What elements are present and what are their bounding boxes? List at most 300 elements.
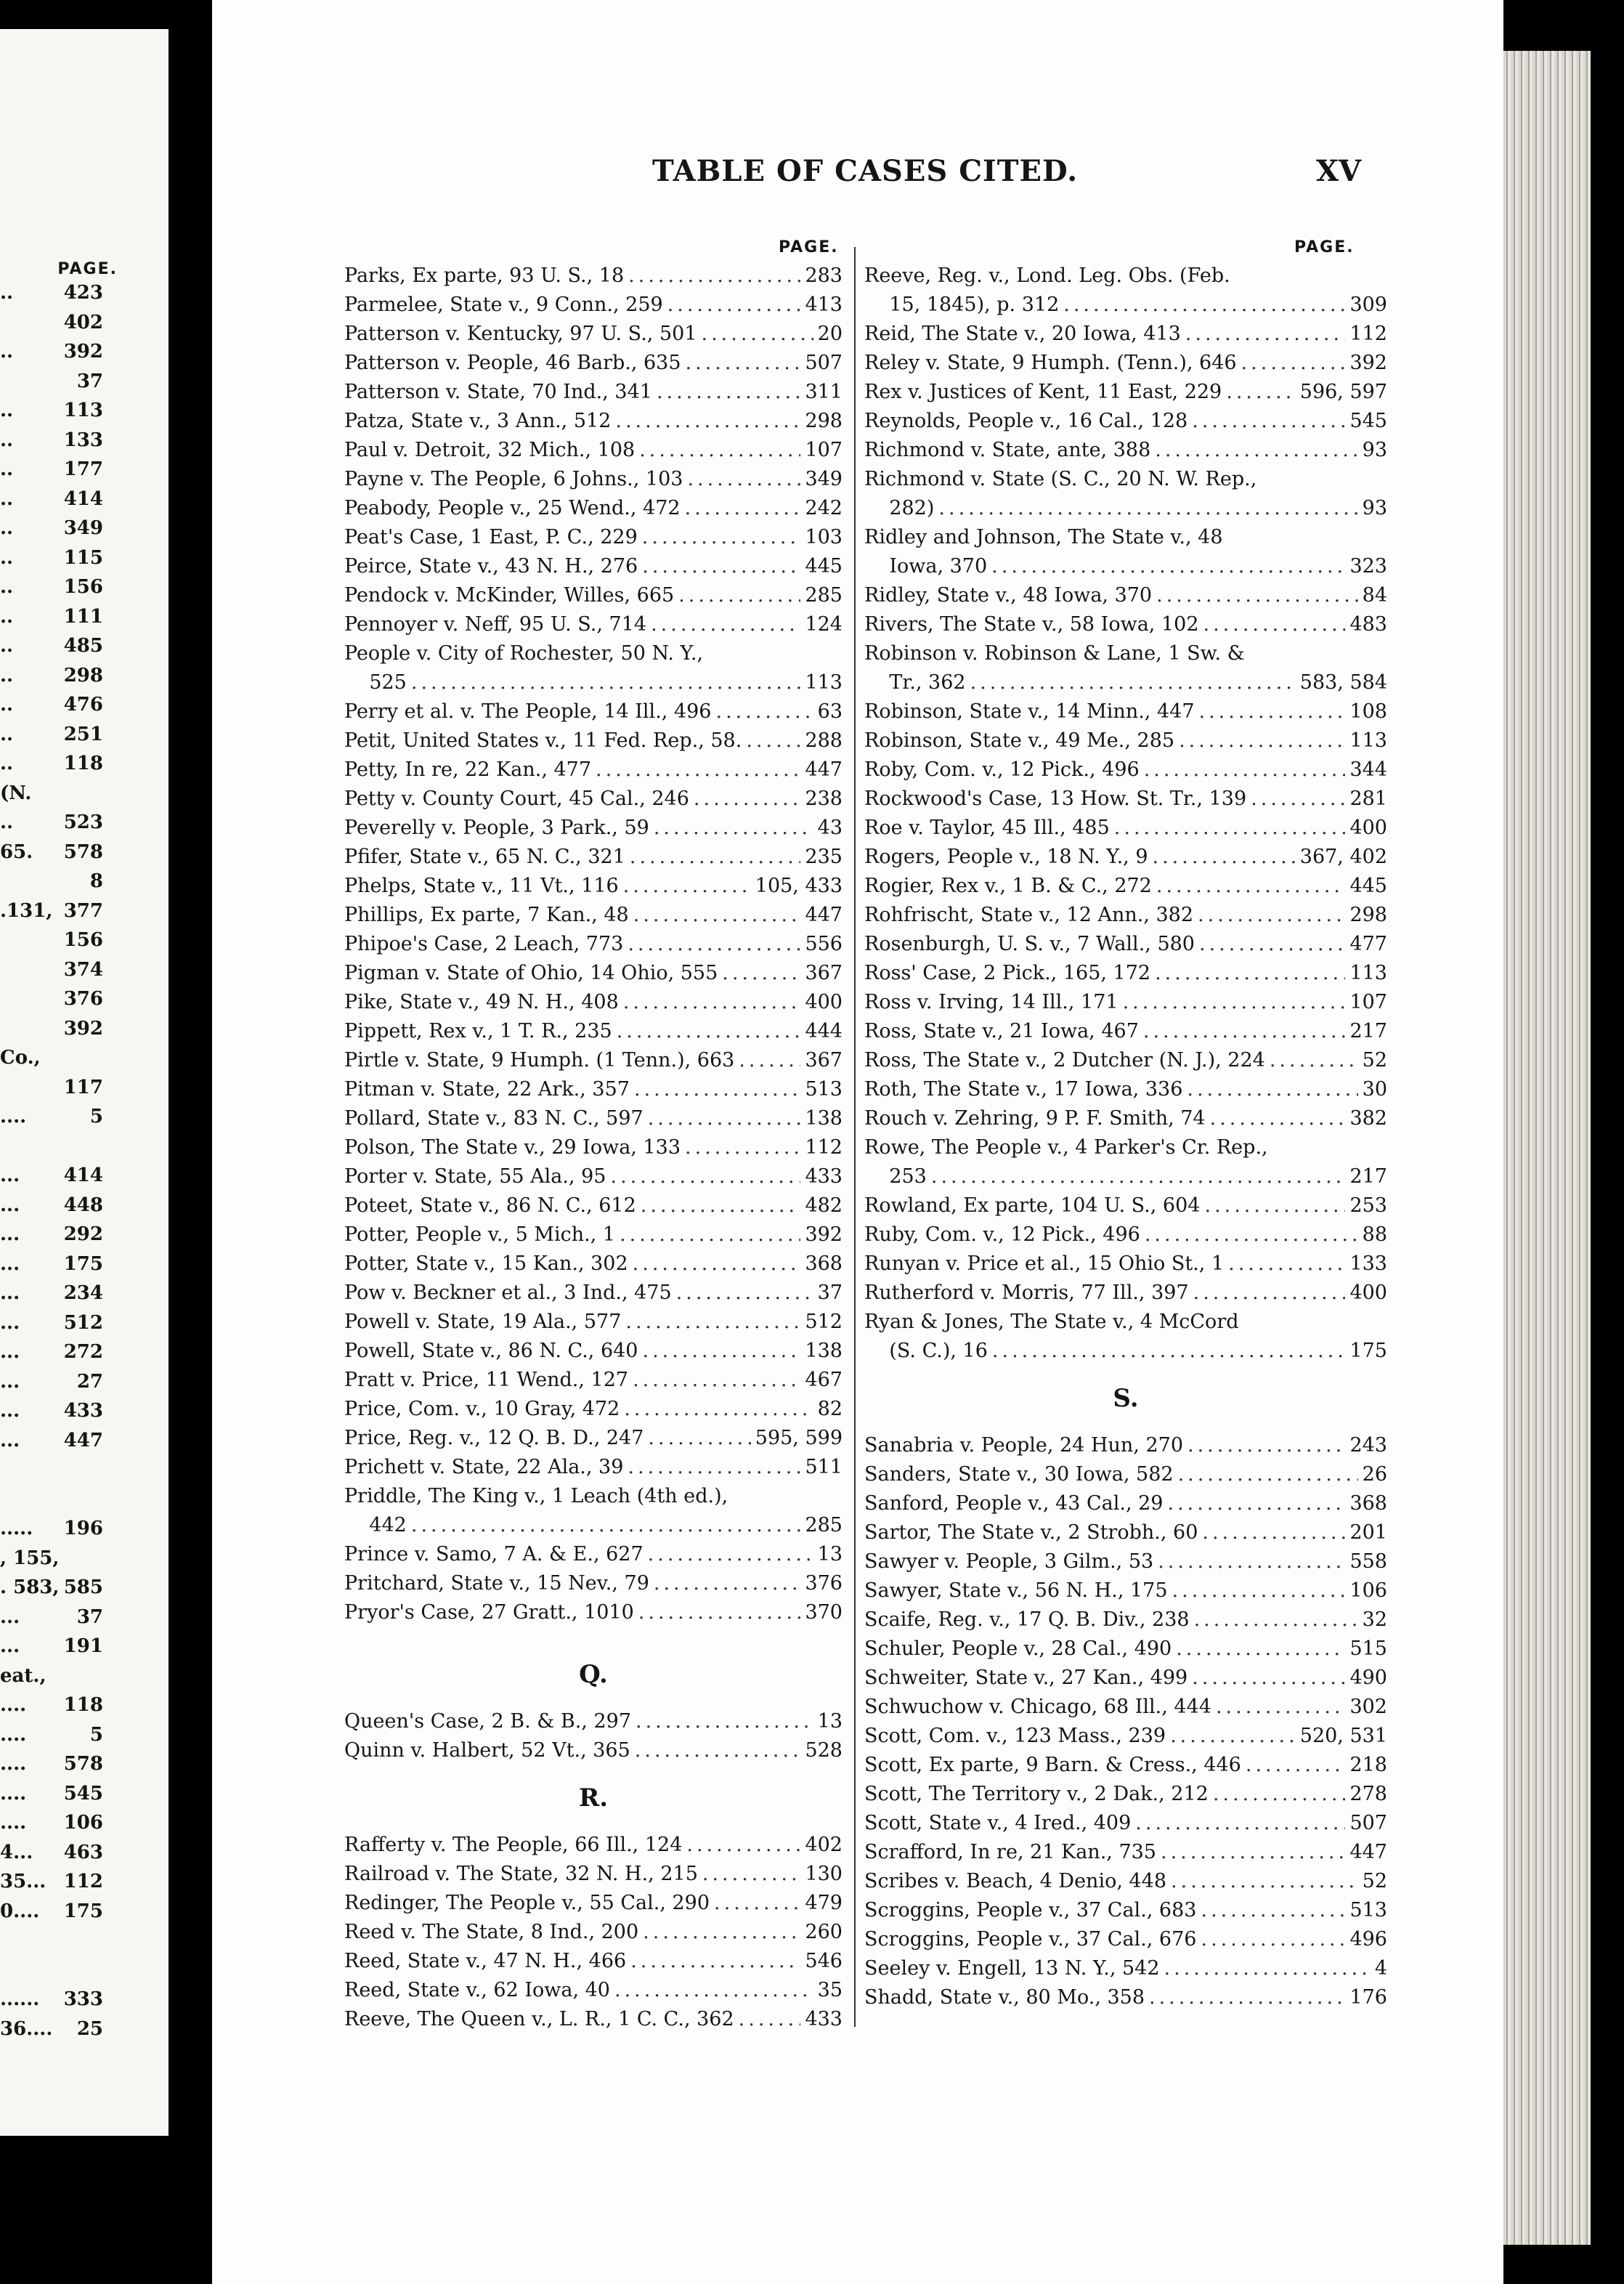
left-page-ref: 175 bbox=[63, 1252, 103, 1275]
left-page-fragment-text: .. bbox=[0, 546, 14, 569]
leader-dots bbox=[992, 1337, 1346, 1366]
page-ref: 483 bbox=[1349, 613, 1387, 636]
case-name: Pike, State v., 49 N. H., 408 bbox=[344, 991, 619, 1013]
left-page-ref: 37 bbox=[76, 1605, 103, 1628]
leader-dots bbox=[1170, 1722, 1296, 1751]
page-ref: 392 bbox=[805, 1223, 843, 1246]
page-ref: 93 bbox=[1362, 497, 1387, 519]
left-page-fragment-text: .131, bbox=[0, 899, 53, 922]
left-page-line bbox=[0, 900, 161, 929]
left-page-fragment-text: (N. bbox=[0, 782, 32, 804]
case-name: Rohfrischt, State v., 12 Ann., 382 bbox=[864, 904, 1194, 926]
page-ref: 596, 597 bbox=[1299, 381, 1387, 403]
leader-dots bbox=[643, 1918, 800, 1947]
case-name: Petty v. County Court, 45 Cal., 246 bbox=[344, 787, 689, 810]
case-name: Reeve, The Queen v., L. R., 1 C. C., 362 bbox=[344, 2008, 734, 2030]
case-entry bbox=[344, 407, 843, 436]
case-entry bbox=[344, 1424, 843, 1453]
case-name: 282) bbox=[864, 497, 935, 519]
page-ref: 520, 531 bbox=[1299, 1725, 1387, 1747]
page-ref: 105, 433 bbox=[755, 875, 843, 897]
case-name: Rosenburgh, U. S. v., 7 Wall., 580 bbox=[864, 933, 1195, 955]
page-ref: 309 bbox=[1349, 293, 1387, 316]
case-entry bbox=[344, 291, 843, 320]
leader-dots bbox=[639, 436, 800, 465]
left-page-line bbox=[0, 1635, 161, 1664]
left-page-ref: 111 bbox=[63, 605, 103, 628]
leader-dots bbox=[1216, 1693, 1346, 1722]
left-page-line bbox=[0, 1753, 161, 1782]
case-name: Sanders, State v., 30 Iowa, 582 bbox=[864, 1463, 1174, 1486]
case-name: Peabody, People v., 25 Wend., 472 bbox=[344, 497, 681, 519]
leader-dots bbox=[1187, 1431, 1345, 1460]
page-ref: 545 bbox=[1349, 410, 1387, 432]
left-page-line bbox=[0, 1812, 161, 1841]
case-name: Pfifer, State v., 65 N. C., 321 bbox=[344, 846, 625, 868]
leader-dots bbox=[1168, 1489, 1346, 1518]
page-ref: 445 bbox=[805, 555, 843, 578]
leader-dots bbox=[715, 697, 813, 726]
left-page-fragment-text: 36.... bbox=[0, 2017, 53, 2040]
page-ref: 513 bbox=[1349, 1899, 1387, 1921]
left-page-fragment-text: .. bbox=[0, 341, 14, 363]
left-page-ref: 106 bbox=[63, 1812, 103, 1834]
leader-dots bbox=[678, 581, 800, 610]
case-entry bbox=[864, 1308, 1387, 1337]
case-name: Roth, The State v., 17 Iowa, 336 bbox=[864, 1078, 1183, 1101]
page-ref: 447 bbox=[1349, 1841, 1387, 1863]
page-ref: 103 bbox=[805, 526, 843, 548]
case-entry bbox=[344, 1279, 843, 1308]
case-name: Pow v. Beckner et al., 3 Ind., 475 bbox=[344, 1281, 672, 1304]
leader-dots bbox=[1114, 814, 1346, 843]
case-name: Pritchard, State v., 15 Nev., 79 bbox=[344, 1572, 649, 1595]
left-page-line bbox=[0, 988, 161, 1017]
leader-dots bbox=[1171, 1867, 1358, 1896]
case-entry bbox=[864, 262, 1387, 291]
case-entry bbox=[864, 1576, 1387, 1605]
left-page-line bbox=[0, 606, 161, 635]
case-entry bbox=[344, 2005, 843, 2034]
left-page-fragment-text: .... bbox=[0, 1812, 27, 1834]
page-ref: 13 bbox=[817, 1710, 843, 1733]
leader-dots bbox=[931, 1162, 1346, 1191]
page-edges bbox=[1503, 51, 1591, 2245]
case-name: Rockwood's Case, 13 How. St. Tr., 139 bbox=[864, 787, 1247, 810]
case-name: Tr., 362 bbox=[864, 671, 966, 694]
leader-dots bbox=[1194, 1605, 1358, 1635]
leader-dots bbox=[722, 959, 800, 988]
case-name: Rowland, Ex parte, 104 U. S., 604 bbox=[864, 1194, 1201, 1217]
leader-dots bbox=[624, 1395, 813, 1424]
leader-dots bbox=[686, 349, 801, 378]
leader-dots bbox=[1187, 1075, 1357, 1104]
left-page-ref: 27 bbox=[76, 1370, 103, 1393]
left-page-line bbox=[0, 1400, 161, 1429]
case-name: Powell v. State, 19 Ala., 577 bbox=[344, 1311, 622, 1333]
leader-dots bbox=[1156, 581, 1358, 610]
case-entry bbox=[864, 1431, 1387, 1460]
case-name: Pigman v. State of Ohio, 14 Ohio, 555 bbox=[344, 962, 718, 984]
case-entry bbox=[344, 930, 843, 959]
case-entry bbox=[344, 1511, 843, 1540]
case-entry bbox=[864, 1722, 1387, 1751]
leader-dots bbox=[1246, 1751, 1346, 1780]
left-page-fragment-text: ... bbox=[0, 1252, 20, 1275]
page-ref: 112 bbox=[805, 1136, 843, 1159]
case-entry bbox=[864, 407, 1387, 436]
page-ref: 130 bbox=[805, 1863, 843, 1885]
left-page-fragment-text: ... bbox=[0, 1605, 20, 1628]
left-page-fragment-text: ... bbox=[0, 1635, 20, 1657]
page-ref: 108 bbox=[1349, 700, 1387, 723]
page-ref: 490 bbox=[1349, 1667, 1387, 1689]
page-ref: 63 bbox=[817, 700, 843, 723]
leader-dots bbox=[676, 1279, 813, 1308]
case-name: Pitman v. State, 22 Ark., 357 bbox=[344, 1078, 630, 1101]
case-entry bbox=[864, 1547, 1387, 1576]
left-page-ref: 578 bbox=[63, 1753, 103, 1775]
left-page-line bbox=[0, 1135, 161, 1165]
case-name: Petit, United States v., 11 Fed. Rep., 58. bbox=[344, 729, 742, 752]
case-entry bbox=[344, 1918, 843, 1947]
left-page-line bbox=[0, 959, 161, 988]
case-entry bbox=[864, 901, 1387, 930]
section-heading-r: R. bbox=[578, 1783, 609, 1813]
case-name: Ridley and Johnson, The State v., 48 bbox=[864, 526, 1223, 548]
leader-dots bbox=[667, 291, 801, 320]
case-name: Payne v. The People, 6 Johns., 103 bbox=[344, 468, 683, 490]
case-name: Price, Com. v., 10 Gray, 472 bbox=[344, 1398, 620, 1420]
leader-dots bbox=[970, 668, 1296, 697]
case-name: Scott, Com. v., 123 Mass., 239 bbox=[864, 1725, 1166, 1747]
case-name: Reynolds, People v., 16 Cal., 128 bbox=[864, 410, 1188, 432]
leader-dots bbox=[651, 610, 800, 639]
case-name: Rafferty v. The People, 66 Ill., 124 bbox=[344, 1834, 683, 1856]
left-page-line bbox=[0, 1518, 161, 1547]
case-entry bbox=[344, 1191, 843, 1220]
leader-dots bbox=[628, 262, 800, 291]
case-entry bbox=[344, 959, 843, 988]
page-ref: 107 bbox=[805, 439, 843, 461]
case-entry bbox=[344, 378, 843, 407]
leader-dots bbox=[654, 1569, 801, 1598]
left-page-label: PAGE. bbox=[57, 260, 118, 278]
case-name: Scribes v. Beach, 4 Denio, 448 bbox=[864, 1870, 1167, 1892]
left-page-ref: 414 bbox=[63, 1165, 103, 1186]
case-entry bbox=[344, 1133, 843, 1162]
case-entry bbox=[344, 1395, 843, 1424]
page-ref: 447 bbox=[805, 904, 843, 926]
left-page-line bbox=[0, 1077, 161, 1106]
left-page-ref: 272 bbox=[63, 1341, 103, 1363]
case-entry bbox=[344, 610, 843, 639]
left-page-ref: 585 bbox=[63, 1576, 103, 1598]
left-page-fragment-text: 4... bbox=[0, 1841, 33, 1863]
case-entry bbox=[344, 1889, 843, 1918]
left-page-line bbox=[0, 1871, 161, 1900]
case-name: Phelps, State v., 11 Vt., 116 bbox=[344, 875, 619, 897]
left-page-ref: 292 bbox=[63, 1223, 103, 1245]
page-ref: 20 bbox=[817, 323, 843, 345]
case-entry bbox=[864, 1605, 1387, 1635]
case-entry bbox=[864, 1809, 1387, 1838]
left-column-page-label: PAGE. bbox=[779, 238, 839, 256]
leader-dots bbox=[1135, 1809, 1345, 1838]
case-name: Ross' Case, 2 Pick., 165, 172 bbox=[864, 962, 1151, 984]
case-name: Porter v. State, 55 Ala., 95 bbox=[344, 1165, 606, 1188]
left-page-line bbox=[0, 665, 161, 694]
case-name: Patza, State v., 3 Ann., 512 bbox=[344, 410, 612, 432]
case-name: Patterson v. State, 70 Ind., 341 bbox=[344, 381, 652, 403]
left-page-fragment-text: 35... bbox=[0, 1871, 46, 1892]
page-ref: 447 bbox=[805, 758, 843, 781]
page-ref: 288 bbox=[805, 729, 843, 752]
page-ref: 285 bbox=[805, 1514, 843, 1536]
page-ref: 400 bbox=[1349, 817, 1387, 839]
case-entry bbox=[344, 1540, 843, 1569]
page-ref: 444 bbox=[805, 1020, 843, 1042]
right-entries bbox=[864, 262, 1387, 1366]
left-page-fragment bbox=[0, 29, 169, 2136]
leader-dots bbox=[1172, 1576, 1346, 1605]
case-entry bbox=[864, 1838, 1387, 1867]
case-entry bbox=[864, 843, 1387, 872]
case-name: Schwuchow v. Chicago, 68 Ill., 444 bbox=[864, 1696, 1211, 1718]
leader-dots bbox=[628, 1453, 800, 1482]
left-page-line bbox=[0, 1047, 161, 1076]
page-ref: 26 bbox=[1362, 1463, 1387, 1486]
case-entry bbox=[344, 901, 843, 930]
left-page-line bbox=[0, 1665, 161, 1694]
left-page-line bbox=[0, 841, 161, 870]
leader-dots bbox=[1241, 349, 1346, 378]
left-page-line bbox=[0, 1312, 161, 1341]
page-ref: 311 bbox=[805, 381, 843, 403]
case-entry bbox=[864, 756, 1387, 785]
leader-dots bbox=[615, 407, 800, 436]
leader-dots bbox=[620, 1220, 800, 1250]
case-entry bbox=[864, 436, 1387, 465]
case-name: Pendock v. McKinder, Willes, 665 bbox=[344, 584, 675, 607]
case-name: Ruby, Com. v., 12 Pick., 496 bbox=[864, 1223, 1140, 1246]
leader-dots bbox=[1123, 988, 1346, 1017]
case-name: Pennoyer v. Neff, 95 U. S., 714 bbox=[344, 613, 647, 636]
leader-dots bbox=[739, 2005, 801, 2034]
left-page-line bbox=[0, 1783, 161, 1812]
left-page-ref: 476 bbox=[63, 694, 103, 716]
s-entries bbox=[864, 1431, 1387, 2012]
left-page-fragment-text: .. bbox=[0, 517, 14, 539]
page-ref: 218 bbox=[1349, 1754, 1387, 1776]
page-ref: 235 bbox=[805, 846, 843, 868]
left-page-line bbox=[0, 1929, 161, 1959]
leader-dots bbox=[623, 988, 801, 1017]
left-page-ref: 25 bbox=[76, 2017, 103, 2040]
page-title: TABLE OF CASES CITED. bbox=[652, 154, 1079, 188]
left-page-ref: 377 bbox=[63, 899, 103, 922]
case-entry bbox=[864, 697, 1387, 726]
left-page-fragment-text: ... bbox=[0, 1165, 20, 1186]
leader-dots bbox=[596, 756, 800, 785]
case-name: Parmelee, State v., 9 Conn., 259 bbox=[344, 293, 663, 316]
left-page-fragment-text: .. bbox=[0, 576, 14, 598]
left-page-ref: 349 bbox=[63, 517, 103, 539]
leader-dots bbox=[1226, 378, 1296, 407]
left-page-ref: 113 bbox=[63, 400, 103, 421]
leader-dots bbox=[1270, 1046, 1358, 1075]
case-entry bbox=[864, 726, 1387, 756]
leader-dots bbox=[610, 1162, 800, 1191]
page-ref: 238 bbox=[805, 787, 843, 810]
page-ref: 106 bbox=[1349, 1579, 1387, 1602]
case-name: Rowe, The People v., 4 Parker's Cr. Rep., bbox=[864, 1136, 1268, 1159]
case-name: Potter, People v., 5 Mich., 1 bbox=[344, 1223, 616, 1246]
page-ref: 52 bbox=[1362, 1870, 1387, 1892]
case-name: Queen's Case, 2 B. & B., 297 bbox=[344, 1710, 631, 1733]
case-entry bbox=[864, 1896, 1387, 1925]
left-page-line bbox=[0, 870, 161, 899]
left-entries bbox=[344, 262, 843, 1627]
case-name: Peat's Case, 1 East, P. C., 229 bbox=[344, 526, 638, 548]
case-name: Peverelly v. People, 3 Park., 59 bbox=[344, 817, 649, 839]
page-ref: 528 bbox=[805, 1739, 843, 1762]
left-page-ref: 333 bbox=[63, 1988, 103, 2010]
left-page-ref: 402 bbox=[63, 311, 103, 333]
case-entry bbox=[344, 262, 843, 291]
leader-dots bbox=[1210, 1104, 1346, 1133]
left-page-line bbox=[0, 1165, 161, 1194]
case-name: Rivers, The State v., 58 Iowa, 102 bbox=[864, 613, 1199, 636]
left-page-fragment-text: .. bbox=[0, 400, 14, 421]
leader-dots bbox=[1192, 1664, 1345, 1693]
case-name: Richmond v. State (S. C., 20 N. W. Rep., bbox=[864, 468, 1257, 490]
case-entry bbox=[864, 1780, 1387, 1809]
case-entry bbox=[344, 1104, 843, 1133]
case-entry bbox=[864, 494, 1387, 523]
page-ref: 124 bbox=[805, 613, 843, 636]
leader-dots bbox=[1201, 1925, 1345, 1954]
page-ref: 88 bbox=[1362, 1223, 1387, 1246]
leader-dots bbox=[657, 378, 801, 407]
left-page-ref: 234 bbox=[63, 1282, 103, 1304]
case-entry bbox=[864, 814, 1387, 843]
left-page-line bbox=[0, 1282, 161, 1311]
case-entry bbox=[864, 1693, 1387, 1722]
case-entry bbox=[344, 1947, 843, 1976]
left-page-fragment-text: .... bbox=[0, 1106, 27, 1127]
left-page-line bbox=[0, 370, 161, 400]
case-entry bbox=[344, 1860, 843, 1889]
leader-dots bbox=[685, 494, 801, 523]
left-page-ref: 117 bbox=[63, 1076, 103, 1098]
case-name: Scott, State v., 4 Ired., 409 bbox=[864, 1812, 1132, 1834]
page-ref: 175 bbox=[1349, 1340, 1387, 1362]
case-entry bbox=[864, 1220, 1387, 1250]
case-name: 15, 1845), p. 312 bbox=[864, 293, 1060, 316]
case-name: Scaife, Reg. v., 17 Q. B. Div., 238 bbox=[864, 1608, 1190, 1631]
left-page-fragment-text: .. bbox=[0, 753, 14, 774]
left-page-ref: 251 bbox=[63, 723, 103, 745]
left-page-ref: 8 bbox=[89, 870, 103, 892]
page-ref: 138 bbox=[805, 1107, 843, 1130]
case-entry bbox=[864, 1983, 1387, 2012]
left-page-ref: 118 bbox=[63, 753, 103, 774]
page-ref: 201 bbox=[1349, 1521, 1387, 1544]
leader-dots bbox=[630, 1947, 800, 1976]
case-entry bbox=[864, 1751, 1387, 1780]
leader-dots bbox=[1228, 1250, 1345, 1279]
left-page-line bbox=[0, 1694, 161, 1723]
page-ref: 112 bbox=[1349, 323, 1387, 345]
case-name: Railroad v. The State, 32 N. H., 215 bbox=[344, 1863, 698, 1885]
left-page-fragment-text: ... bbox=[0, 1429, 20, 1451]
left-page-ref: 433 bbox=[63, 1400, 103, 1422]
page-number: XV bbox=[1316, 154, 1362, 188]
page-ref: 113 bbox=[1349, 729, 1387, 752]
left-page-fragment-text: .... bbox=[0, 1694, 27, 1716]
left-page-fragment-text: 65. bbox=[0, 841, 33, 863]
leader-dots bbox=[1155, 436, 1357, 465]
page-ref: 595, 599 bbox=[755, 1427, 843, 1449]
page-ref: 368 bbox=[1349, 1492, 1387, 1515]
leader-dots bbox=[1164, 1954, 1371, 1983]
leader-dots bbox=[1156, 872, 1346, 901]
case-name: Pollard, State v., 83 N. C., 597 bbox=[344, 1107, 643, 1130]
leader-dots bbox=[648, 1540, 813, 1569]
case-name: Sartor, The State v., 2 Strobh., 60 bbox=[864, 1521, 1198, 1544]
left-page-line bbox=[0, 2018, 161, 2047]
case-entry bbox=[344, 1337, 843, 1366]
case-entry bbox=[864, 465, 1387, 494]
left-page-line bbox=[0, 753, 161, 782]
left-page-line bbox=[0, 1547, 161, 1576]
leader-dots bbox=[411, 1511, 801, 1540]
case-name: Runyan v. Price et al., 15 Ohio St., 1 bbox=[864, 1252, 1225, 1275]
leader-dots bbox=[1201, 1896, 1345, 1925]
left-page-ref: 423 bbox=[63, 282, 103, 304]
case-name: Robinson v. Robinson & Lane, 1 Sw. & bbox=[864, 642, 1245, 665]
case-name: Scroggins, People v., 37 Cal., 676 bbox=[864, 1928, 1197, 1951]
leader-dots bbox=[1145, 1220, 1358, 1250]
left-page-line bbox=[0, 694, 161, 723]
left-page-ref: 512 bbox=[63, 1311, 103, 1334]
left-page-line bbox=[0, 1842, 161, 1871]
left-page-fragment-text: .... bbox=[0, 1723, 27, 1746]
case-name: Prichett v. State, 22 Ala., 39 bbox=[344, 1456, 624, 1478]
left-page-ref: 112 bbox=[63, 1871, 103, 1892]
left-page-line bbox=[0, 811, 161, 841]
left-page-line bbox=[0, 1223, 161, 1252]
left-page-ref: 5 bbox=[89, 1106, 103, 1127]
leader-dots bbox=[635, 1736, 801, 1765]
page-ref: 400 bbox=[805, 991, 843, 1013]
left-page-ref: 118 bbox=[63, 1694, 103, 1716]
case-entry bbox=[344, 1736, 843, 1765]
left-page-fragment-text: Co., bbox=[0, 1047, 41, 1069]
left-page-fragment-text: ... bbox=[0, 1341, 20, 1363]
page-ref: 283 bbox=[805, 264, 843, 287]
case-name: Pratt v. Price, 11 Wend., 127 bbox=[344, 1369, 629, 1391]
case-entry bbox=[344, 872, 843, 901]
left-page-line bbox=[0, 517, 161, 546]
leader-dots bbox=[685, 1133, 800, 1162]
case-name: Rogier, Rex v., 1 B. & C., 272 bbox=[864, 875, 1152, 897]
left-page-line bbox=[0, 282, 161, 311]
case-entry bbox=[864, 1664, 1387, 1693]
left-page-ref: 376 bbox=[63, 988, 103, 1010]
case-entry bbox=[864, 785, 1387, 814]
